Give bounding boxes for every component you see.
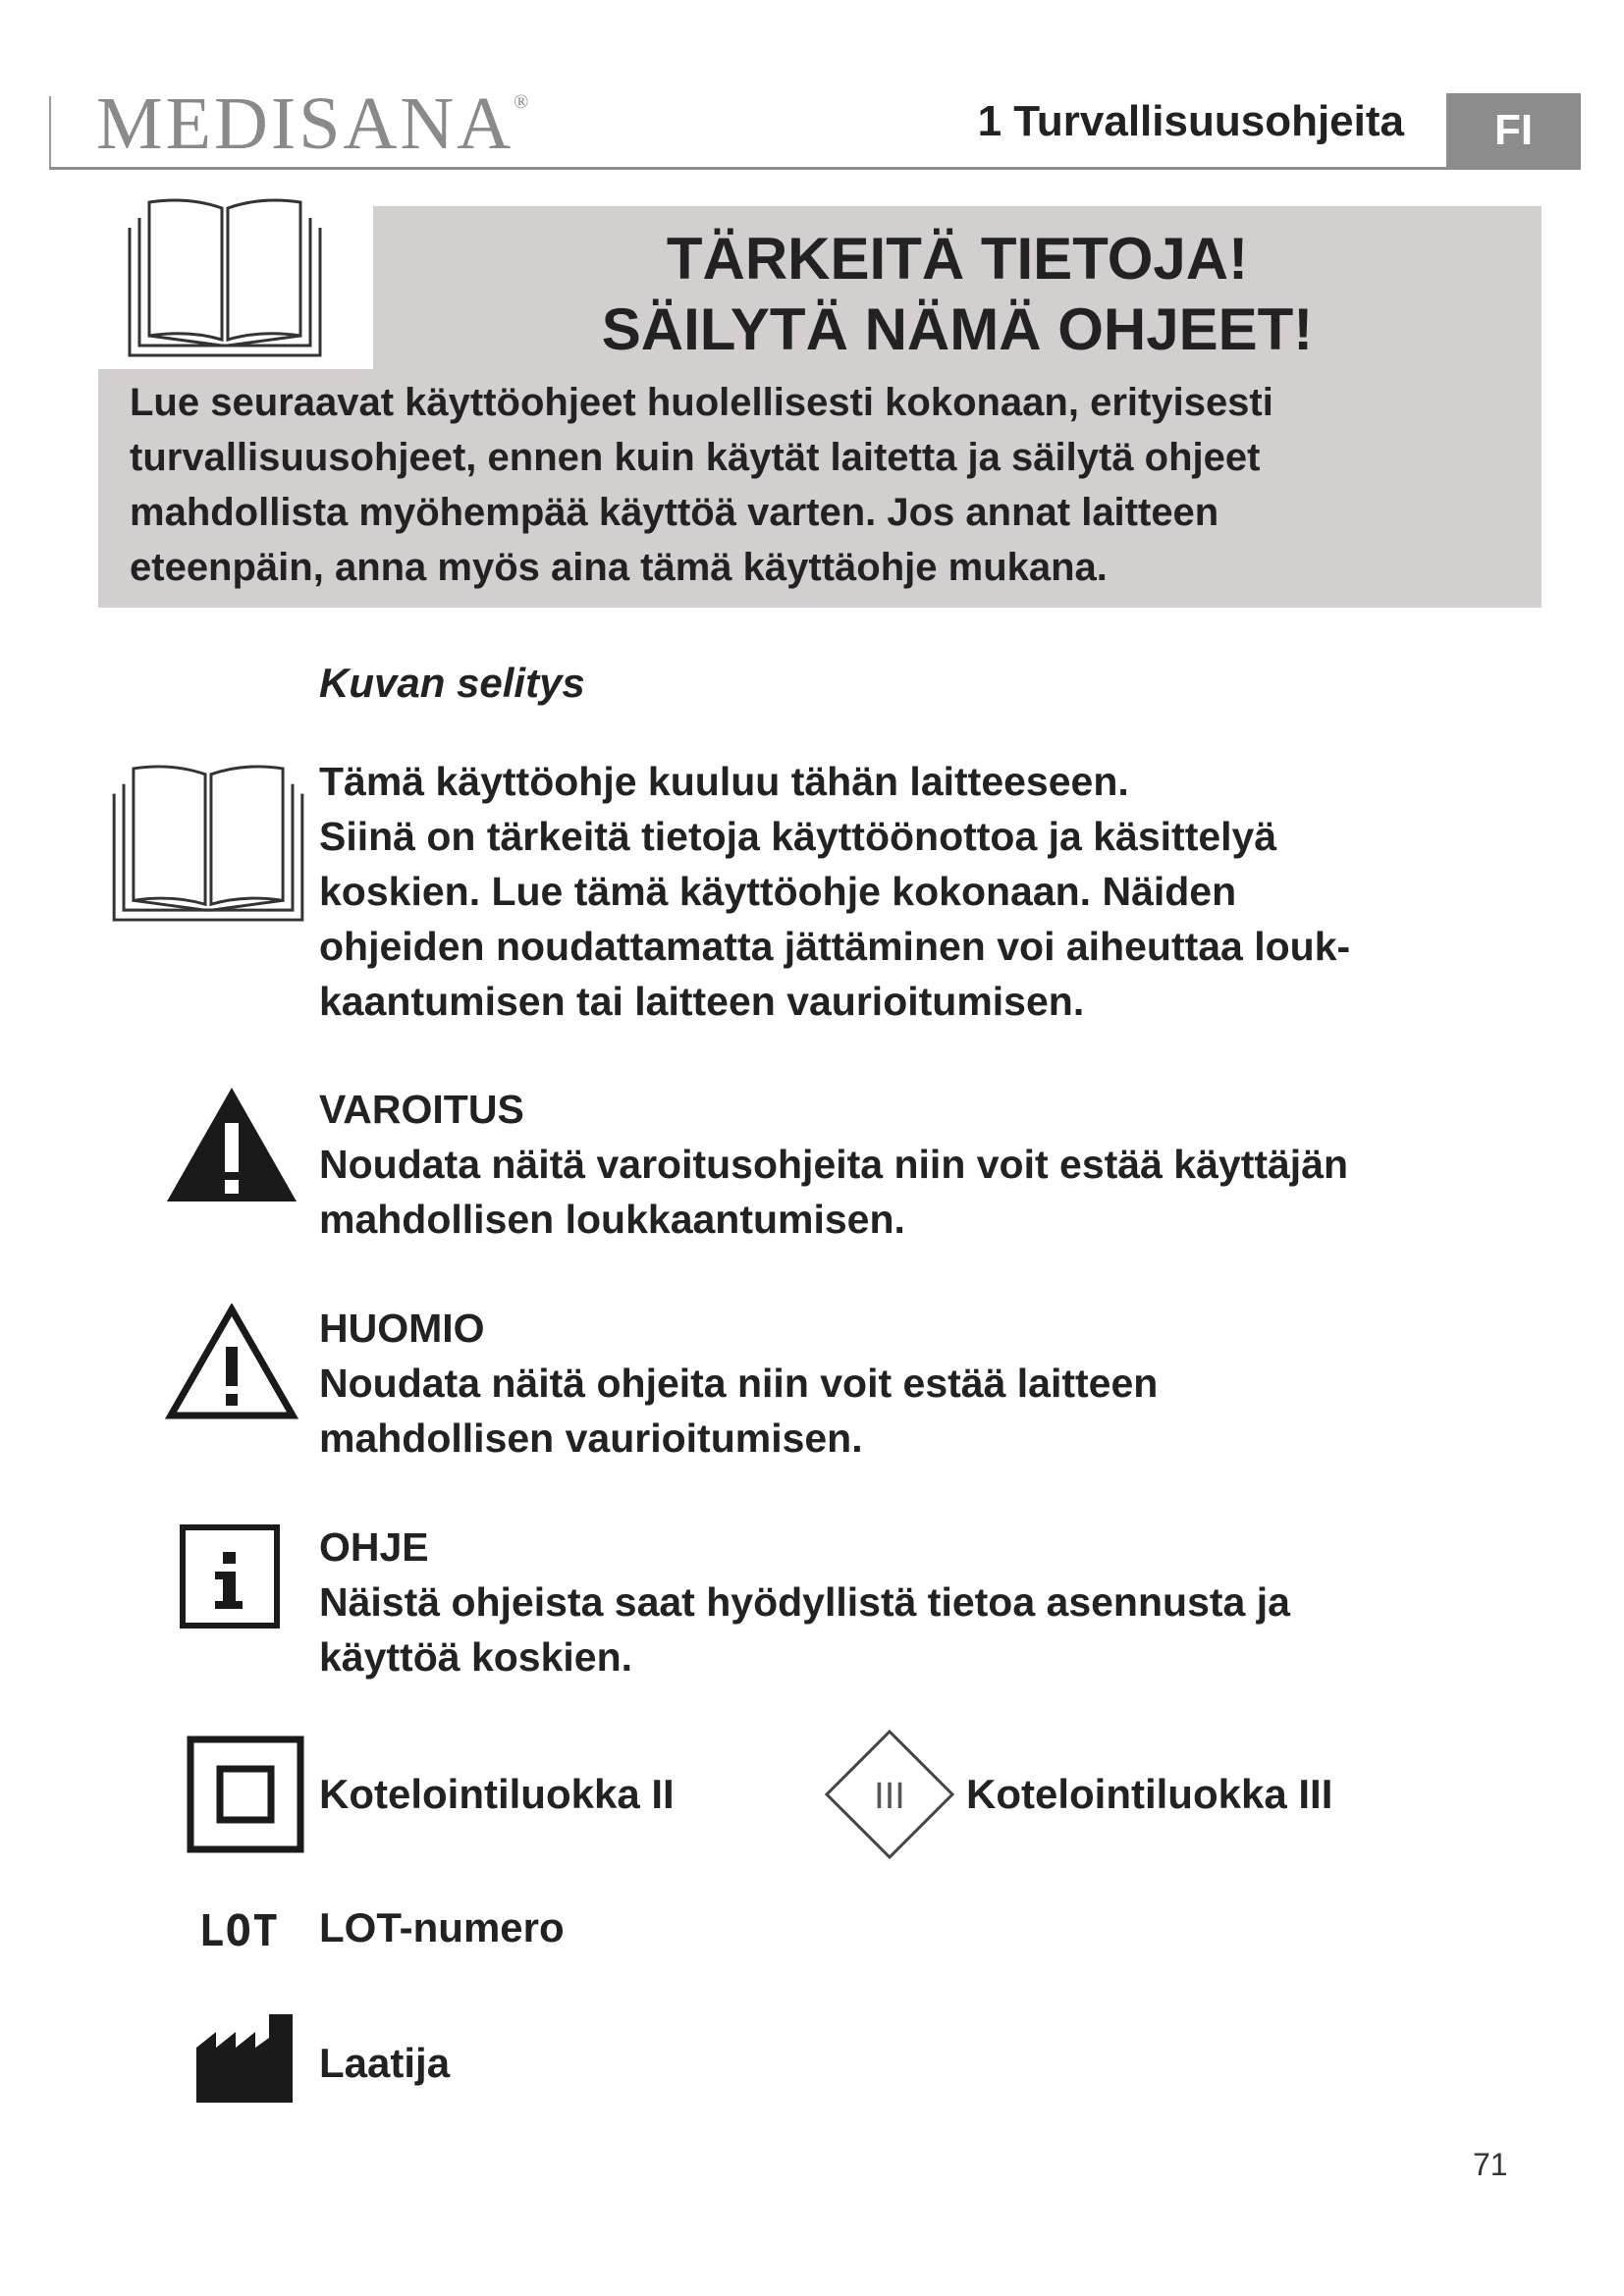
section-title: 1 Turvallisuusohjeita bbox=[977, 97, 1404, 145]
note-description bbox=[319, 1520, 1537, 1684]
book-icon bbox=[126, 194, 324, 359]
important-text-line: eteenpäin, anna myös aina tämä käyttäohje mukana. bbox=[130, 546, 1108, 589]
lot-icon: LOT bbox=[198, 1906, 280, 1956]
lot-label: LOT-numero bbox=[319, 1904, 565, 1950]
important-text-line: turvallisuusohjeet, ennen kuin käytät laitetta ja säilytä ohjeet bbox=[130, 436, 1261, 479]
warning-line: mahdollisen loukkaantumisen. bbox=[319, 1197, 905, 1242]
class-iii-label: Kotelointiluokka III bbox=[966, 1771, 1333, 1817]
manual-line: Tämä käyttöohje kuuluu tähän laitteeseen. bbox=[319, 759, 1129, 804]
caution-line: mahdollisen vaurioitumisen. bbox=[319, 1415, 863, 1461]
manual-line: Siinä on tärkeitä tietoja käyttöönottoa ja käsittelyä bbox=[319, 814, 1277, 859]
manual-line: kaantumisen tai laitteen vaurioitumisen. bbox=[319, 979, 1085, 1024]
caution-line: Noudata näitä ohjeita niin voit estää laitteen bbox=[319, 1361, 1159, 1406]
class-iii-symbol: III bbox=[874, 1776, 905, 1817]
class-ii-icon bbox=[187, 1735, 304, 1853]
manual-description bbox=[319, 754, 1537, 1029]
note-line: Näistä ohjeista saat hyödyllistä tietoa asennusta ja bbox=[319, 1579, 1290, 1625]
caution-icon bbox=[165, 1304, 298, 1421]
medisana-logo: MEDISANA® bbox=[96, 82, 532, 165]
manufacturer-label: Laatija bbox=[319, 2040, 451, 2086]
manufacturer-icon bbox=[194, 2010, 297, 2105]
header-rule bbox=[49, 167, 1581, 170]
class-iii-icon bbox=[823, 1728, 956, 1861]
language-badge: FI bbox=[1446, 93, 1581, 167]
warning-description bbox=[319, 1082, 1537, 1247]
manual-line: koskien. Lue tämä käyttöohje kokonaan. Näiden bbox=[319, 869, 1237, 914]
warning-icon bbox=[165, 1086, 298, 1203]
book-icon bbox=[110, 761, 306, 924]
note-title: OHJE bbox=[319, 1524, 429, 1570]
important-text-line: Lue seuraavat käyttöohjeet huolellisesti kokonaan, erityisesti bbox=[130, 381, 1273, 424]
important-title-line: SÄILYTÄ NÄMÄ OHJEET! bbox=[601, 296, 1314, 362]
class-ii-label: Kotelointiluokka II bbox=[319, 1771, 675, 1817]
warning-title: VAROITUS bbox=[319, 1087, 524, 1132]
caution-title: HUOMIO bbox=[319, 1306, 485, 1351]
note-line: käyttöä koskien. bbox=[319, 1634, 633, 1680]
important-text bbox=[130, 375, 1524, 595]
caution-description bbox=[319, 1301, 1537, 1466]
legend-heading: Kuvan selitys bbox=[319, 660, 585, 706]
important-title-line: TÄRKEITÄ TIETOJA! bbox=[666, 226, 1249, 292]
header-tick bbox=[49, 96, 51, 167]
warning-line: Noudata näitä varoitusohjeita niin voit estää käyttäjän bbox=[319, 1142, 1349, 1187]
page-number: 71 bbox=[1473, 2147, 1508, 2182]
manual-line: ohjeiden noudattamatta jättäminen voi aiheuttaa louk- bbox=[319, 924, 1351, 969]
important-text-line: mahdollista myöhempää käyttöä varten. Jos annat laitteen bbox=[130, 491, 1219, 534]
important-title bbox=[373, 224, 1542, 365]
info-icon bbox=[180, 1524, 280, 1629]
